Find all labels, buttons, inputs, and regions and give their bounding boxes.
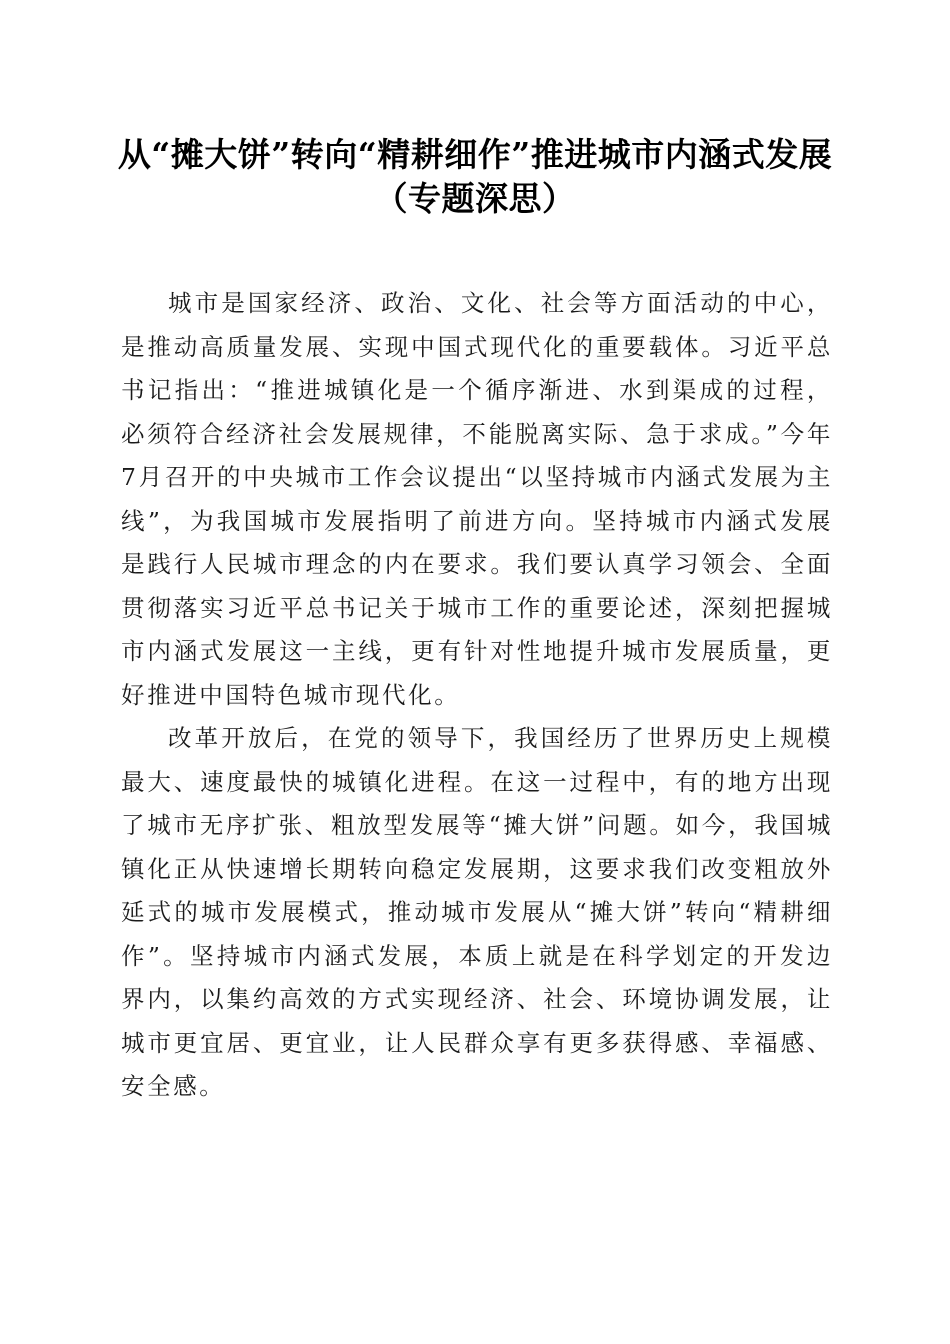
- document-body: [121, 282, 833, 1109]
- paragraph-2: 改革开放后，在党的领导下，我国经历了世界历史上规模最大、速度最快的城镇化进程。在这一过程中，有的地方出现了城市无序扩张、粗放型发展等“摊大饼”问题。如今，我国城镇化正从快速增长期转向稳定发展期，这要求我们改变粗放外延式的城市发展模式，推动城市发展从“摊大饼”转向“精耕细作”。坚持城市内涵式发展，本质上就是在科学划定的开发边界内，以集约高效的方式实现经济、社会、环境协调发展，让城市更宜居、更宜业，让人民群众享有更多获得感、幸福感、安全感。: [121, 724, 833, 1100]
- document-title: 从“摊大饼”转向“精耕细作”推进城市内涵式发展（专题深思）: [117, 135, 833, 218]
- paragraph-1: 城市是国家经济、政治、文化、社会等方面活动的中心，是推动高质量发展、实现中国式现代化的重要载体。习近平总书记指出：“推进城镇化是一个循序渐进、水到渠成的过程，必须符合经济社会发展规律，不能脱离实际、急于求成。”今年7月召开的中央城市工作会议提出“以坚持城市内涵式发展为主线”，为我国城市发展指明了前进方向。坚持城市内涵式发展是践行人民城市理念的内在要求。我们要认真学习领会、全面贯彻落实习近平总书记关于城市工作的重要论述，深刻把握城市内涵式发展这一主线，更有针对性地提升城市发展质量，更好推进中国特色城市现代化。: [121, 289, 833, 709]
